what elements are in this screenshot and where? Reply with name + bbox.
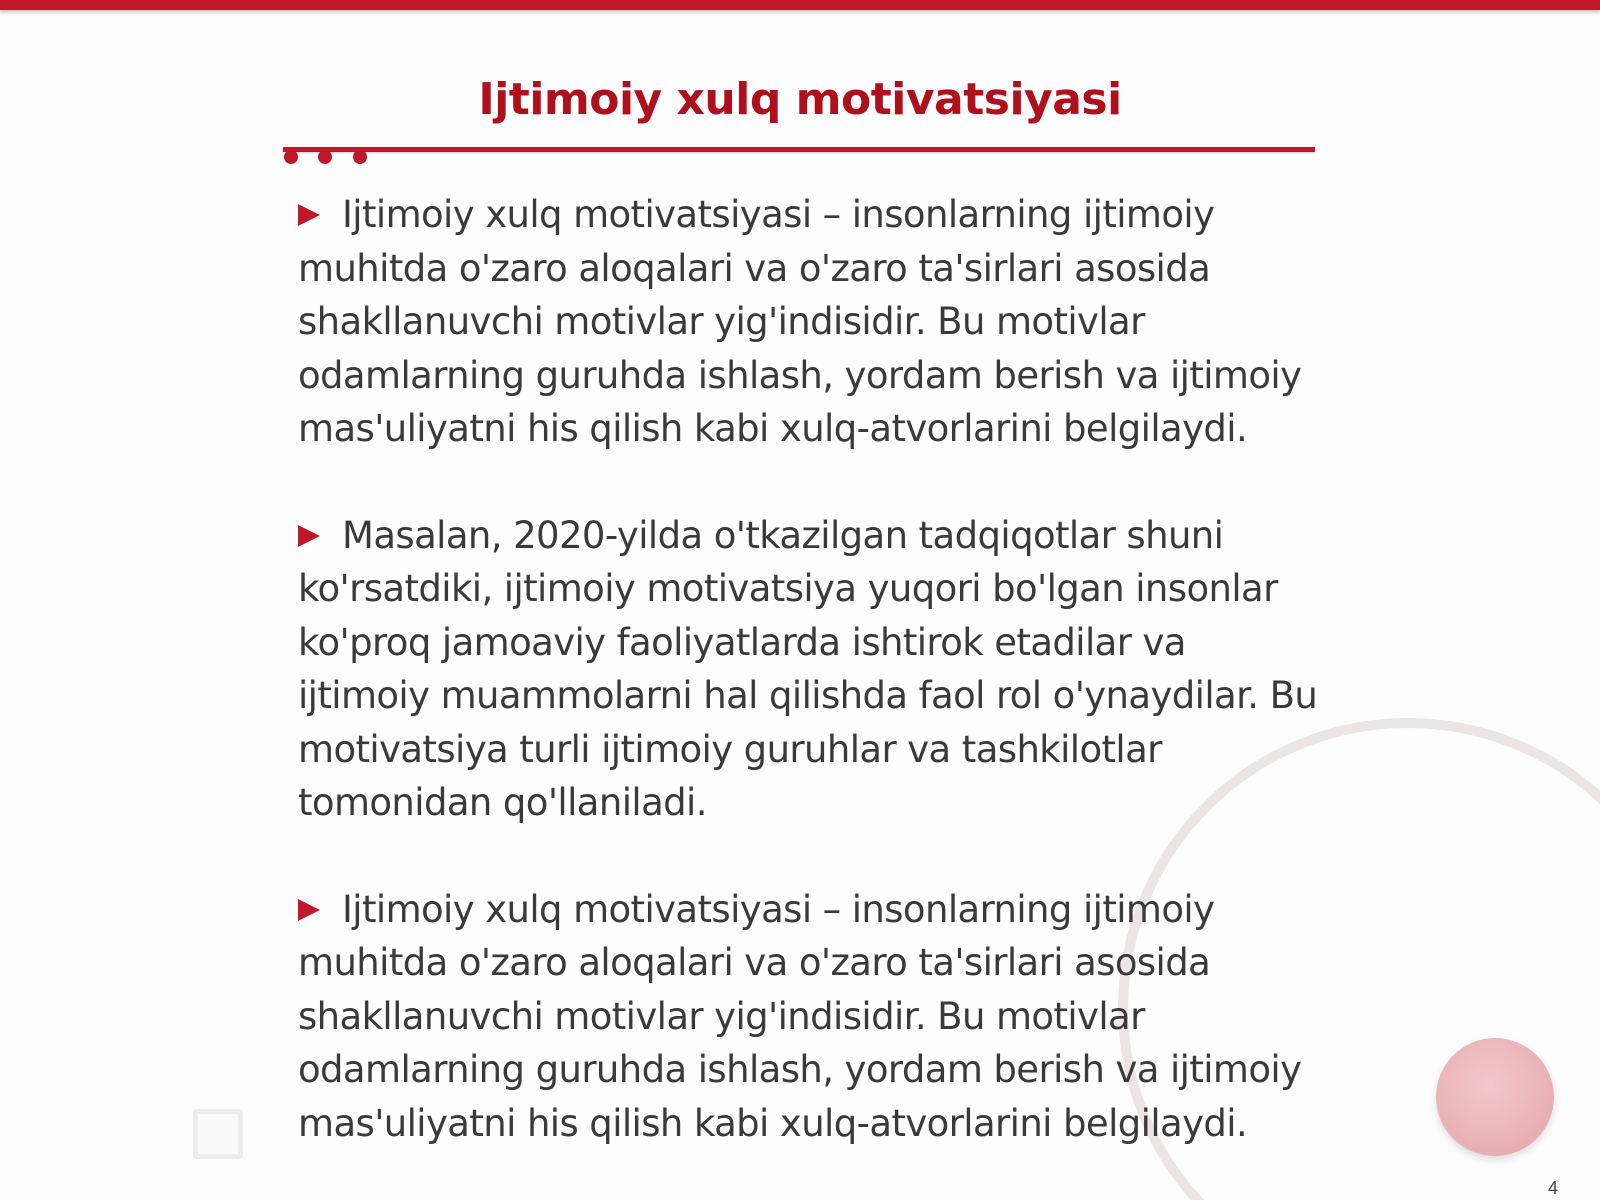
- triangle-bullet-icon: [298, 899, 320, 921]
- top-accent-bar: [0, 0, 1600, 10]
- decorative-dot: [318, 150, 332, 164]
- bullet-paragraph: [298, 509, 1318, 830]
- slide-title: Ijtimoiy xulq motivatsiyasi: [478, 74, 1122, 125]
- decorative-square: [193, 1109, 243, 1159]
- title-underline: [283, 147, 1315, 152]
- bullet-list: [298, 188, 1318, 1200]
- decorative-dot: [284, 150, 298, 164]
- triangle-bullet-icon: [298, 204, 320, 226]
- bullet-paragraph: [298, 883, 1318, 1151]
- paragraph-text: Masalan, 2020-yilda o'tkazilgan tadqiqotlar shuni ko'rsatdiki, ijtimoiy motivatsiya yuqori bo'lgan insonlar ko'proq jamoaviy faoliyatlarda ishtirok etadilar va ijtimoiy muammolarni hal qilishda faol rol o'ynaydilar. Bu motivatsiya turli ijtimoiy guruhlar va tashkilotlar tomonidan qo'llaniladi.: [298, 513, 1318, 824]
- decorative-circle: [1436, 1038, 1554, 1156]
- triangle-bullet-icon: [298, 525, 320, 547]
- page-number: 4: [1548, 1178, 1559, 1198]
- paragraph-text: Ijtimoiy xulq motivatsiyasi – insonlarning ijtimoiy muhitda o'zaro aloqalari va o'zaro ta'sirlari asosida shakllanuvchi motivlar yig'indisidir. Bu motivlar odamlarning guruhda ishlash, yordam berish va ijtimoiy mas'uliyatni his qilish kabi xulq-atvorlarini belgilaydi.: [298, 193, 1302, 450]
- decorative-dot: [353, 150, 367, 164]
- paragraph-text: Ijtimoiy xulq motivatsiyasi – insonlarning ijtimoiy muhitda o'zaro aloqalari va o'zaro ta'sirlari asosida shakllanuvchi motivlar yig'indisidir. Bu motivlar odamlarning guruhda ishlash, yordam berish va ijtimoiy mas'uliyatni his qilish kabi xulq-atvorlarini belgilaydi.: [298, 887, 1302, 1145]
- bullet-paragraph: [298, 188, 1318, 456]
